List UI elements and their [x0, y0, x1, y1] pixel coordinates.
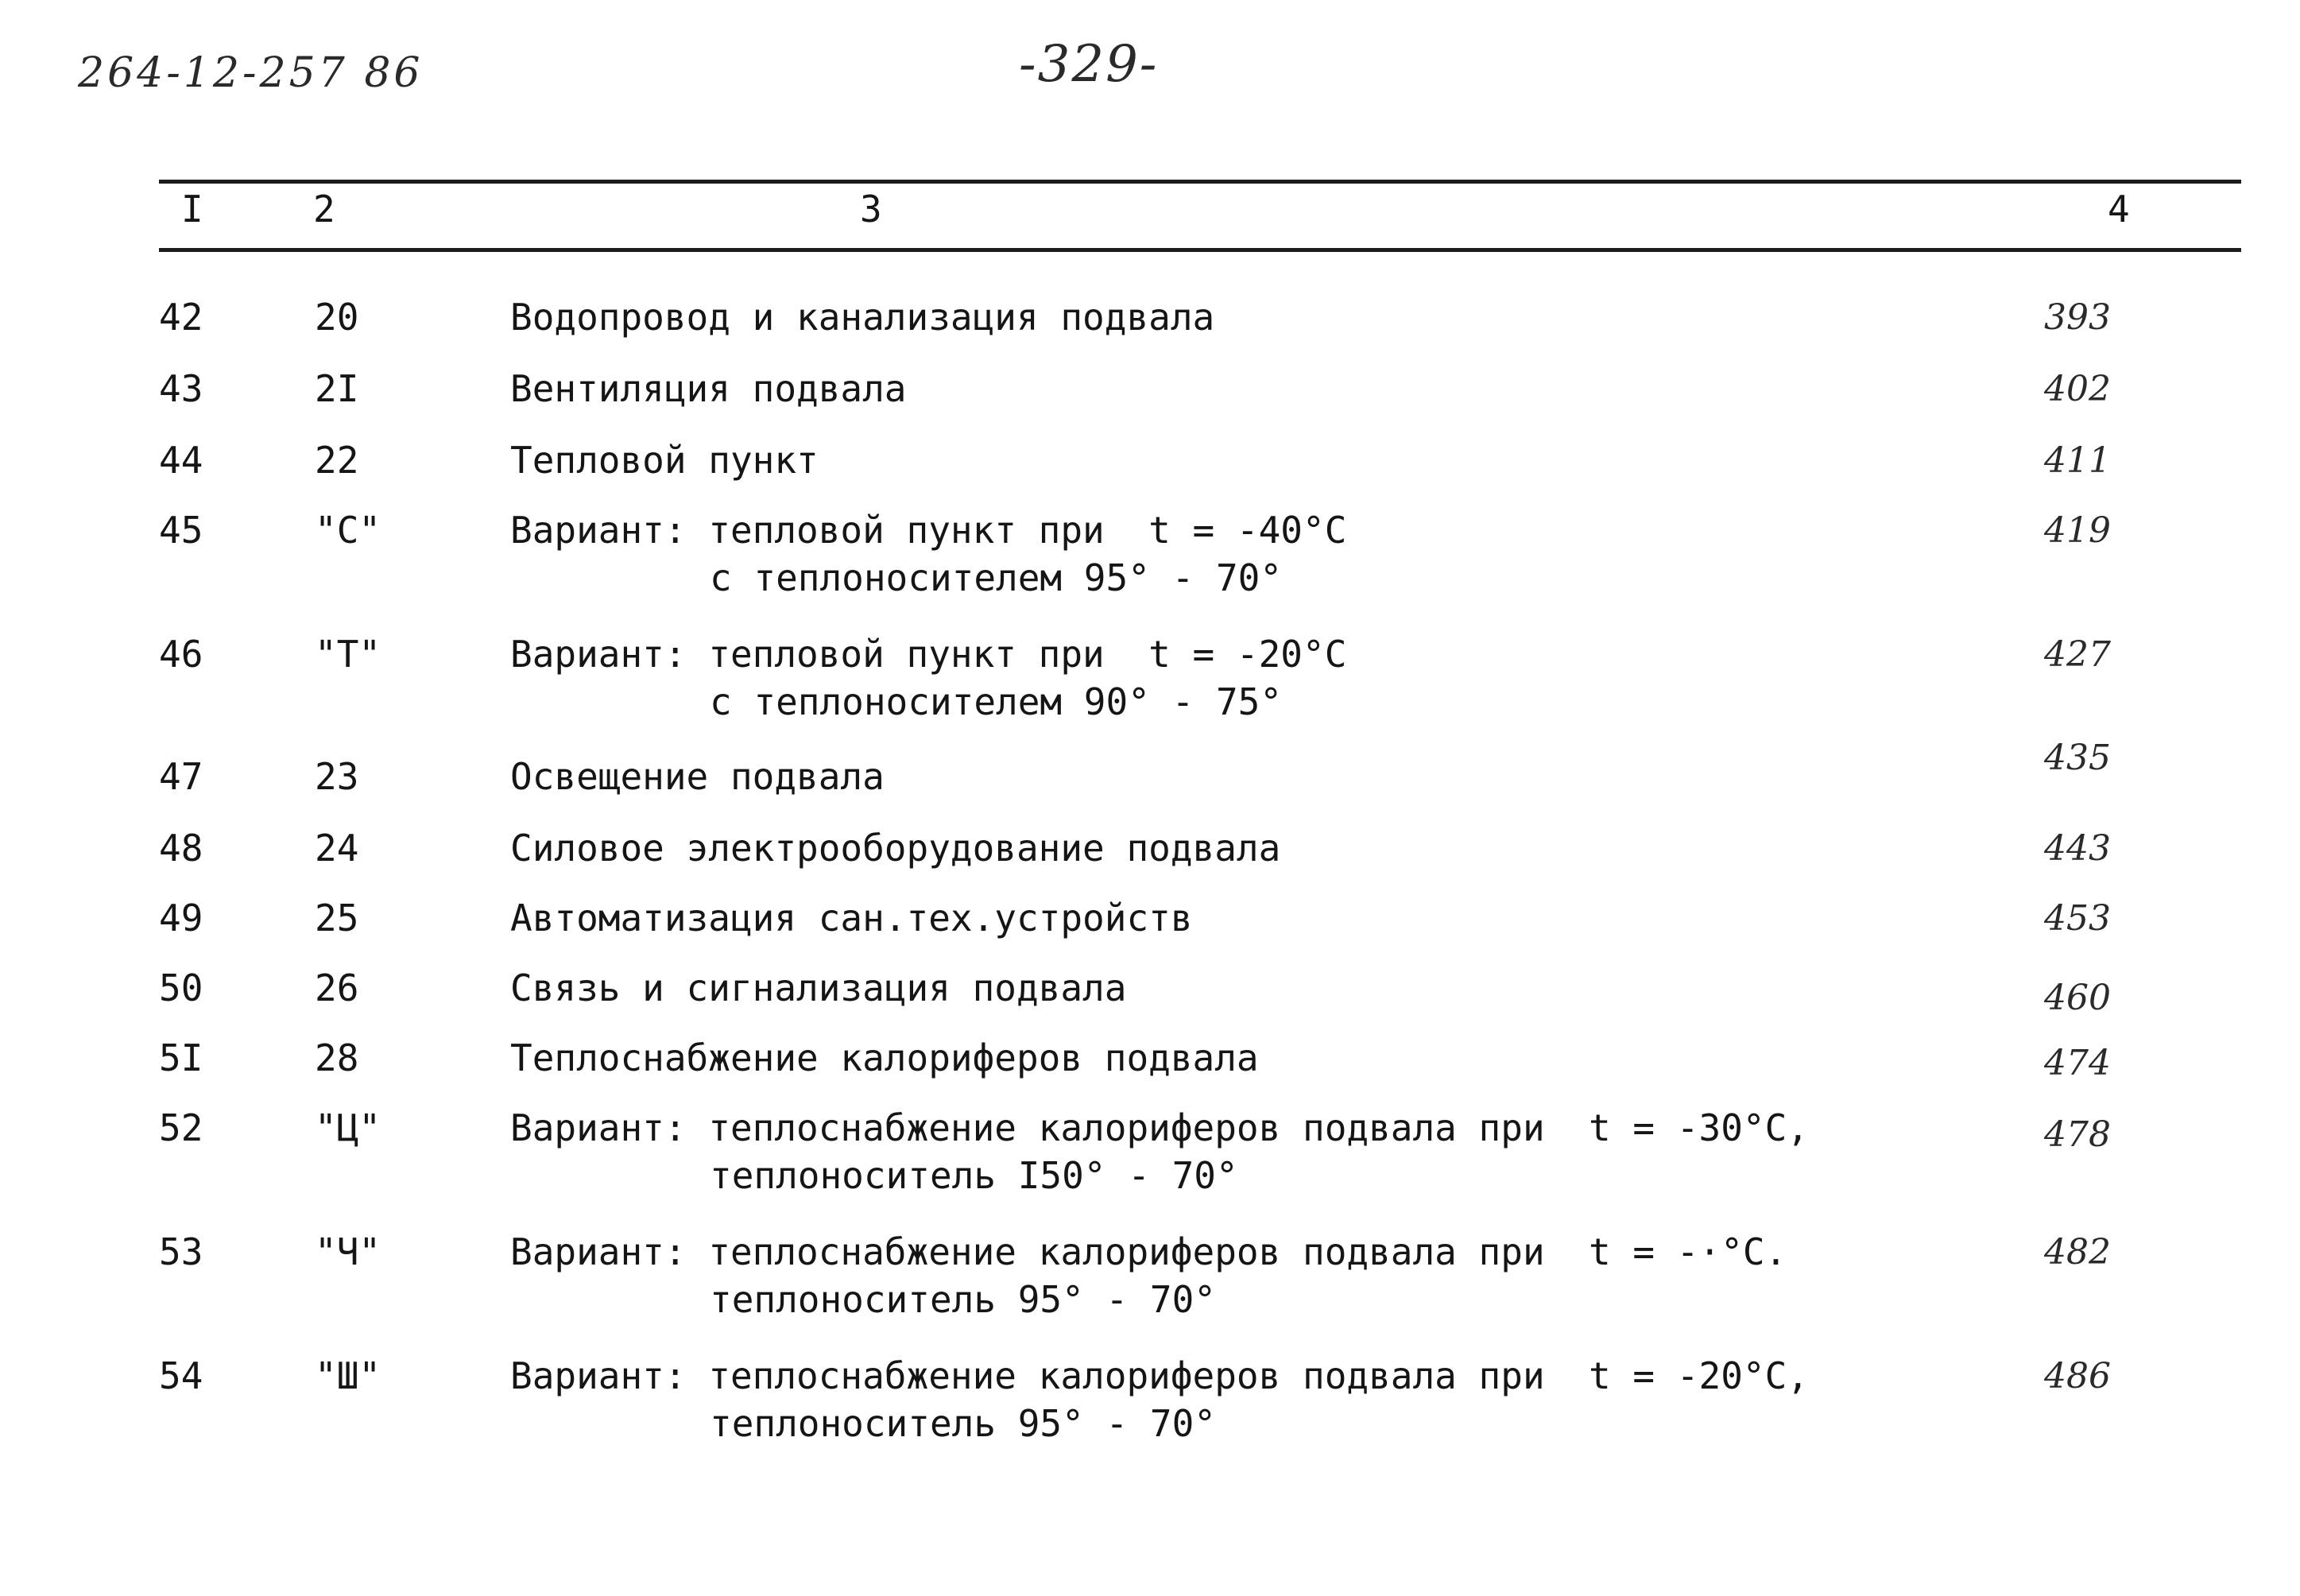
- row-number: 54: [159, 1354, 203, 1397]
- row-page: 453: [2044, 898, 2111, 939]
- row-page: 478: [2044, 1114, 2111, 1155]
- row-number: 44: [159, 439, 203, 482]
- row-title: Вариант: теплоснабжение калориферов подвала при t = -20°С,: [510, 1354, 1809, 1397]
- row-page: 474: [2044, 1043, 2111, 1083]
- row-number: 46: [159, 633, 203, 676]
- row-title: Вариант: тепловой пункт при t = -20°С: [510, 633, 1347, 676]
- row-number: 47: [159, 755, 203, 798]
- row-code: 22: [315, 439, 359, 482]
- row-number: 50: [159, 967, 203, 1009]
- column-header-4: 4: [2108, 188, 2130, 230]
- row-page: 435: [2044, 738, 2111, 778]
- row-code: "Ц": [315, 1106, 381, 1149]
- row-number: 45: [159, 509, 203, 552]
- page-number: -329-: [1019, 35, 1159, 94]
- row-page: 443: [2044, 828, 2111, 869]
- row-code: 24: [315, 827, 359, 870]
- row-code: 25: [315, 897, 359, 939]
- row-title-continuation: теплоноситель I50° - 70°: [710, 1154, 1238, 1197]
- row-number: 42: [159, 296, 203, 339]
- document-code: 264-12-257 86: [78, 49, 424, 97]
- row-title: Вентиляция подвала: [510, 367, 907, 410]
- row-title: Силовое электрооборудование подвала: [510, 827, 1281, 870]
- row-number: 49: [159, 897, 203, 939]
- row-title-continuation: с теплоносителем 95° - 70°: [710, 556, 1283, 599]
- row-page: 427: [2044, 634, 2111, 675]
- column-header-2: 2: [313, 188, 335, 230]
- row-code: "С": [315, 509, 381, 552]
- row-page: 486: [2044, 1356, 2111, 1396]
- row-number: 5I: [159, 1036, 203, 1079]
- row-code: "Ч": [315, 1230, 381, 1273]
- row-page: 482: [2044, 1232, 2111, 1273]
- row-page: 460: [2044, 978, 2111, 1018]
- row-title: Вариант: тепловой пункт при t = -40°С: [510, 509, 1347, 552]
- row-title: Связь и сигнализация подвала: [510, 967, 1127, 1009]
- row-page: 402: [2044, 369, 2111, 409]
- row-code: "Т": [315, 633, 381, 676]
- row-title-continuation: теплоноситель 95° - 70°: [710, 1278, 1216, 1321]
- row-code: "Ш": [315, 1354, 381, 1397]
- row-code: 2I: [315, 367, 359, 410]
- row-code: 20: [315, 296, 359, 339]
- column-header-1: I: [181, 188, 203, 230]
- row-title: Теплоснабжение калориферов подвала: [510, 1036, 1259, 1079]
- row-title: Освещение подвала: [510, 755, 885, 798]
- row-page: 393: [2044, 297, 2111, 338]
- row-code: 28: [315, 1036, 359, 1079]
- row-title: Автоматизация сан.тех.устройств: [510, 897, 1193, 939]
- row-number: 43: [159, 367, 203, 410]
- row-title: Водопровод и канализация подвала: [510, 296, 1215, 339]
- row-title-continuation: теплоноситель 95° - 70°: [710, 1402, 1216, 1445]
- row-number: 53: [159, 1230, 203, 1273]
- row-title: Вариант: теплоснабжение калориферов подвала при t = -30°С,: [510, 1106, 1809, 1149]
- row-title-continuation: с теплоносителем 90° - 75°: [710, 680, 1283, 723]
- row-title: Вариант: теплоснабжение калориферов подвала при t = -·°С.: [510, 1230, 1787, 1273]
- row-page: 419: [2044, 510, 2111, 551]
- row-title: Тепловой пункт: [510, 439, 819, 482]
- row-number: 52: [159, 1106, 203, 1149]
- row-code: 26: [315, 967, 359, 1009]
- row-page: 411: [2044, 440, 2111, 481]
- column-header-3: 3: [860, 188, 882, 230]
- row-code: 23: [315, 755, 359, 798]
- row-number: 48: [159, 827, 203, 870]
